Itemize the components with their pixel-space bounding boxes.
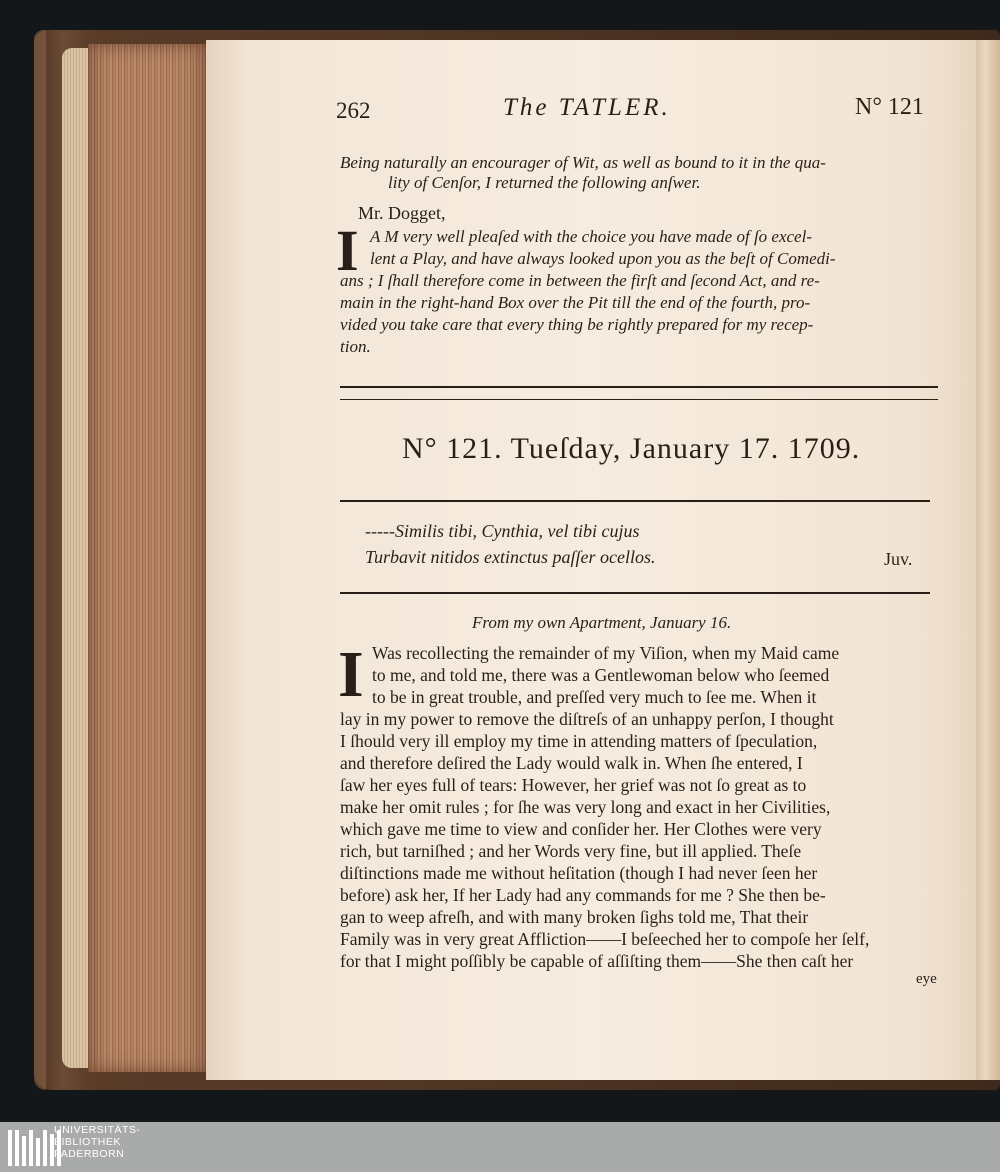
letter-line: tion. bbox=[340, 337, 371, 356]
letter-line: ans ; I ſhall therefore come in between the firſt and ſecond Act, and re- bbox=[340, 271, 820, 290]
letter-line: A M very well pleaſed with the choice you have made of ſo excel- bbox=[370, 227, 812, 246]
body-line: for that I might poſſibly be capable of aſſiſting them——She then caſt her bbox=[340, 951, 854, 971]
intro-line: lity of Cenſor, I returned the following anſwer. bbox=[388, 173, 701, 192]
library-footer bbox=[0, 1122, 1000, 1172]
library-name-line: BIBLIOTHEK bbox=[54, 1136, 121, 1148]
facing-page-edge bbox=[976, 40, 1000, 1080]
divider-rule bbox=[340, 500, 930, 502]
divider-rule bbox=[340, 592, 930, 594]
library-name-line: UNIVERSITÄTS- bbox=[54, 1124, 141, 1136]
body-line: before) ask her, If her Lady had any commands for me ? She then be- bbox=[340, 885, 826, 905]
library-name-line: PADERBORN bbox=[54, 1148, 125, 1160]
intro-line: Being naturally an encourager of Wit, as well as bound to it in the qua- bbox=[340, 153, 826, 172]
body-line: Family was in very great Affliction——I beſeeched her to compoſe her ſelf, bbox=[340, 929, 870, 949]
letter-line: vided you take care that every thing be rightly prepared for my recep- bbox=[340, 315, 814, 334]
running-title: The TATLER. bbox=[503, 94, 671, 121]
divider-rule bbox=[340, 399, 938, 400]
body-line: and therefore deſired the Lady would walk in. When ſhe entered, I bbox=[340, 753, 803, 773]
body-line: diſtinctions made me without heſitation (though I had never ſeen her bbox=[340, 863, 818, 883]
body-line: gan to weep afreſh, and with many broken ſighs told me, That their bbox=[340, 907, 809, 927]
page-number: 262 bbox=[336, 98, 371, 123]
catchword: eye bbox=[916, 971, 937, 987]
body-line: which gave me time to view and conſider her. Her Clothes were very bbox=[340, 819, 822, 839]
page-fore-edge bbox=[88, 44, 210, 1072]
letter-salutation: Mr. Dogget, bbox=[358, 203, 446, 223]
dateline: From my own Apartment, January 16. bbox=[472, 613, 732, 632]
body-line: Was recollecting the remainder of my Viſion, when my Maid came bbox=[372, 643, 840, 663]
body-line: to be in great trouble, and preſſed very much to ſee me. When it bbox=[372, 687, 817, 707]
letter-line: main in the right-hand Box over the Pit till the end of the fourth, pro- bbox=[340, 293, 811, 312]
body-line: make her omit rules ; for ſhe was very long and exact in her Civilities, bbox=[340, 797, 831, 817]
body-line: to me, and told me, there was a Gentlewoman below who ſeemed bbox=[372, 665, 830, 685]
body-line: lay in my power to remove the diſtreſs of an unhappy perſon, I thought bbox=[340, 709, 834, 729]
letter-line: lent a Play, and have always looked upon you as the beſt of Comedi- bbox=[370, 249, 836, 268]
cover-edge bbox=[34, 30, 46, 1090]
body-line: ſaw her eyes full of tears: However, her grief was not ſo great as to bbox=[340, 775, 807, 795]
epigraph-attribution: Juv. bbox=[884, 549, 913, 569]
epigraph-line: -----Similis tibi, Cynthia, vel tibi cujus bbox=[365, 521, 640, 541]
letter-drop-cap: I bbox=[336, 218, 359, 283]
divider-rule bbox=[340, 386, 938, 388]
body-drop-cap: I bbox=[338, 638, 364, 711]
issue-number: N° 121 bbox=[855, 94, 924, 120]
body-line: rich, but tarniſhed ; and her Words very fine, but ill applied. Theſe bbox=[340, 841, 802, 861]
epigraph-line: Turbavit nitidos extinctus paſſer ocellos. bbox=[365, 547, 656, 567]
issue-heading: N° 121. Tueſday, January 17. 1709. bbox=[402, 432, 861, 465]
body-line: I ſhould very ill employ my time in attending matters of ſpeculation, bbox=[340, 731, 818, 751]
